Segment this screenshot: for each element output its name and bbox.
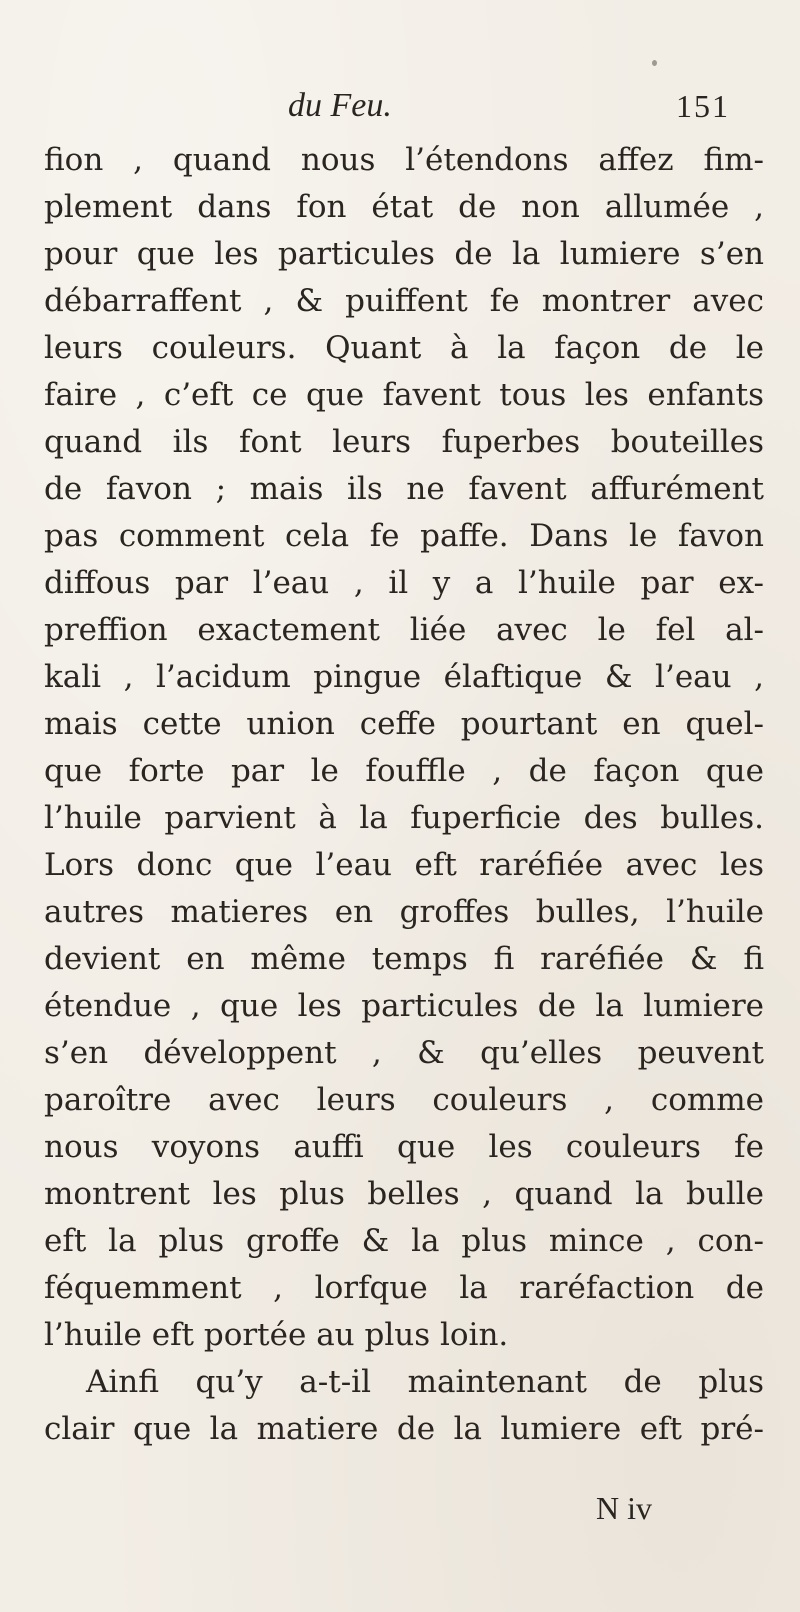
text-line: plement dans fon état de non allumée , <box>44 189 764 225</box>
text-line: Ainfi qu’y a-t-il maintenant de plus <box>86 1364 764 1400</box>
page-number: 151 <box>676 88 730 124</box>
text-line: quand ils font leurs fuperbes bouteilles <box>44 424 764 460</box>
text-line: fion , quand nous l’étendons affez fim- <box>44 142 764 178</box>
page-header <box>0 86 800 126</box>
text-line: mais cette union ceffe pourtant en quel- <box>44 706 764 742</box>
text-line: nous voyons auffi que les couleurs fe <box>44 1129 764 1165</box>
text-line: pour que les particules de la lumiere s’en <box>44 236 764 272</box>
text-line: leurs couleurs. Quant à la façon de le <box>44 330 764 366</box>
text-line: l’huile eft portée au plus loin. <box>44 1317 509 1353</box>
ink-spot <box>652 60 657 66</box>
text-line: devient en même temps fi raréfiée & fi <box>44 941 764 977</box>
text-line: paroître avec leurs couleurs , comme <box>44 1082 764 1118</box>
text-line: autres matieres en groffes bulles, l’huile <box>44 894 764 930</box>
signature-mark: N iv <box>596 1490 652 1526</box>
text-line: s’en développent , & qu’elles peuvent <box>44 1035 764 1071</box>
text-line: faire , c’eft ce que favent tous les enfants <box>44 377 764 413</box>
text-line: débarraffent , & puiffent fe montrer avec <box>44 283 764 319</box>
text-line: kali , l’acidum pingue élaftique & l’eau , <box>44 659 764 695</box>
text-line: pas comment cela fe paffe. Dans le favon <box>44 518 764 554</box>
text-line: que forte par le fouffle , de façon que <box>44 753 764 789</box>
text-line: de favon ; mais ils ne favent affurément <box>44 471 764 507</box>
body-text <box>44 137 764 1453</box>
text-line: l’huile parvient à la fuperficie des bulles. <box>44 800 764 836</box>
running-title: du Feu. <box>288 87 392 124</box>
text-line: féquemment , lorfque la raréfaction de <box>44 1270 764 1306</box>
text-line: montrent les plus belles , quand la bulle <box>44 1176 764 1212</box>
text-line: clair que la matiere de la lumiere eft pré- <box>44 1411 764 1447</box>
text-line: eft la plus groffe & la plus mince , con- <box>44 1223 764 1259</box>
text-line: Lors donc que l’eau eft raréfiée avec les <box>44 847 764 883</box>
text-line: preffion exactement liée avec le fel al- <box>44 612 764 648</box>
text-line: diffous par l’eau , il y a l’huile par ex- <box>44 565 764 601</box>
text-line: étendue , que les particules de la lumiere <box>44 988 764 1024</box>
